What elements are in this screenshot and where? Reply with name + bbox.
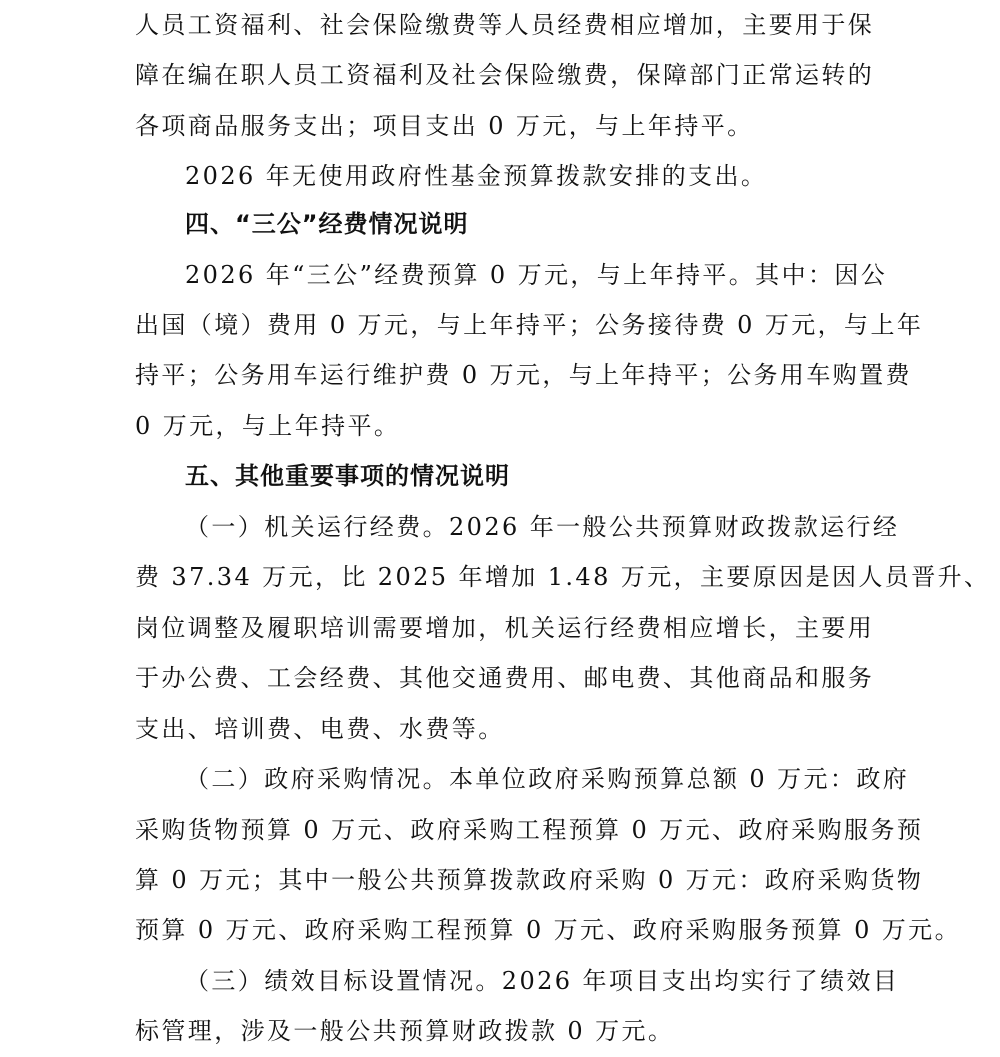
body-text-line: 采购货物预算 0 万元、政府采购工程预算 0 万元、政府采购服务预 — [135, 816, 924, 844]
body-text-line: 算 0 万元；其中一般公共预算拨款政府采购 0 万元：政府采购货物 — [135, 866, 924, 894]
body-text-line: 费 37.34 万元，比 2025 年增加 1.48 万元，主要原因是因人员晋升、 — [135, 563, 991, 591]
body-text-line: 出国（境）费用 0 万元，与上年持平；公务接待费 0 万元，与上年 — [135, 311, 924, 339]
body-text-line: 岗位调整及履职培训需要增加，机关运行经费相应增长，主要用 — [135, 614, 875, 642]
body-text-line: （一）机关运行经费。2026 年一般公共预算财政拨款运行经 — [185, 513, 900, 541]
body-text-line: （三）绩效目标设置情况。2026 年项目支出均实行了绩效目 — [185, 967, 900, 995]
body-text-line: 支出、培训费、电费、水费等。 — [135, 715, 505, 743]
body-text-line: 持平；公务用车运行维护费 0 万元，与上年持平；公务用车购置费 — [135, 361, 912, 389]
section-heading-other-matters: 五、其他重要事项的情况说明 — [185, 462, 510, 490]
body-text-line: 2026 年无使用政府性基金预算拨款安排的支出。 — [185, 162, 768, 190]
body-text-line: 障在编在职人员工资福利及社会保险缴费，保障部门正常运转的 — [135, 61, 875, 89]
body-text-line: 2026 年“三公”经费预算 0 万元，与上年持平。其中：因公 — [185, 261, 888, 289]
body-text-line: 人员工资福利、社会保险缴费等人员经费相应增加，主要用于保 — [135, 11, 875, 39]
body-text-line: （二）政府采购情况。本单位政府采购预算总额 0 万元：政府 — [185, 765, 910, 793]
section-heading-sangong: 四、“三公”经费情况说明 — [185, 210, 469, 238]
body-text-line: 各项商品服务支出；项目支出 0 万元，与上年持平。 — [135, 112, 754, 140]
body-text-line: 标管理，涉及一般公共预算财政拨款 0 万元。 — [135, 1017, 675, 1045]
body-text-line: 预算 0 万元、政府采购工程预算 0 万元、政府采购服务预算 0 万元。 — [135, 916, 961, 944]
body-text-line: 0 万元，与上年持平。 — [135, 412, 401, 440]
body-text-line: 于办公费、工会经费、其他交通费用、邮电费、其他商品和服务 — [135, 664, 875, 692]
